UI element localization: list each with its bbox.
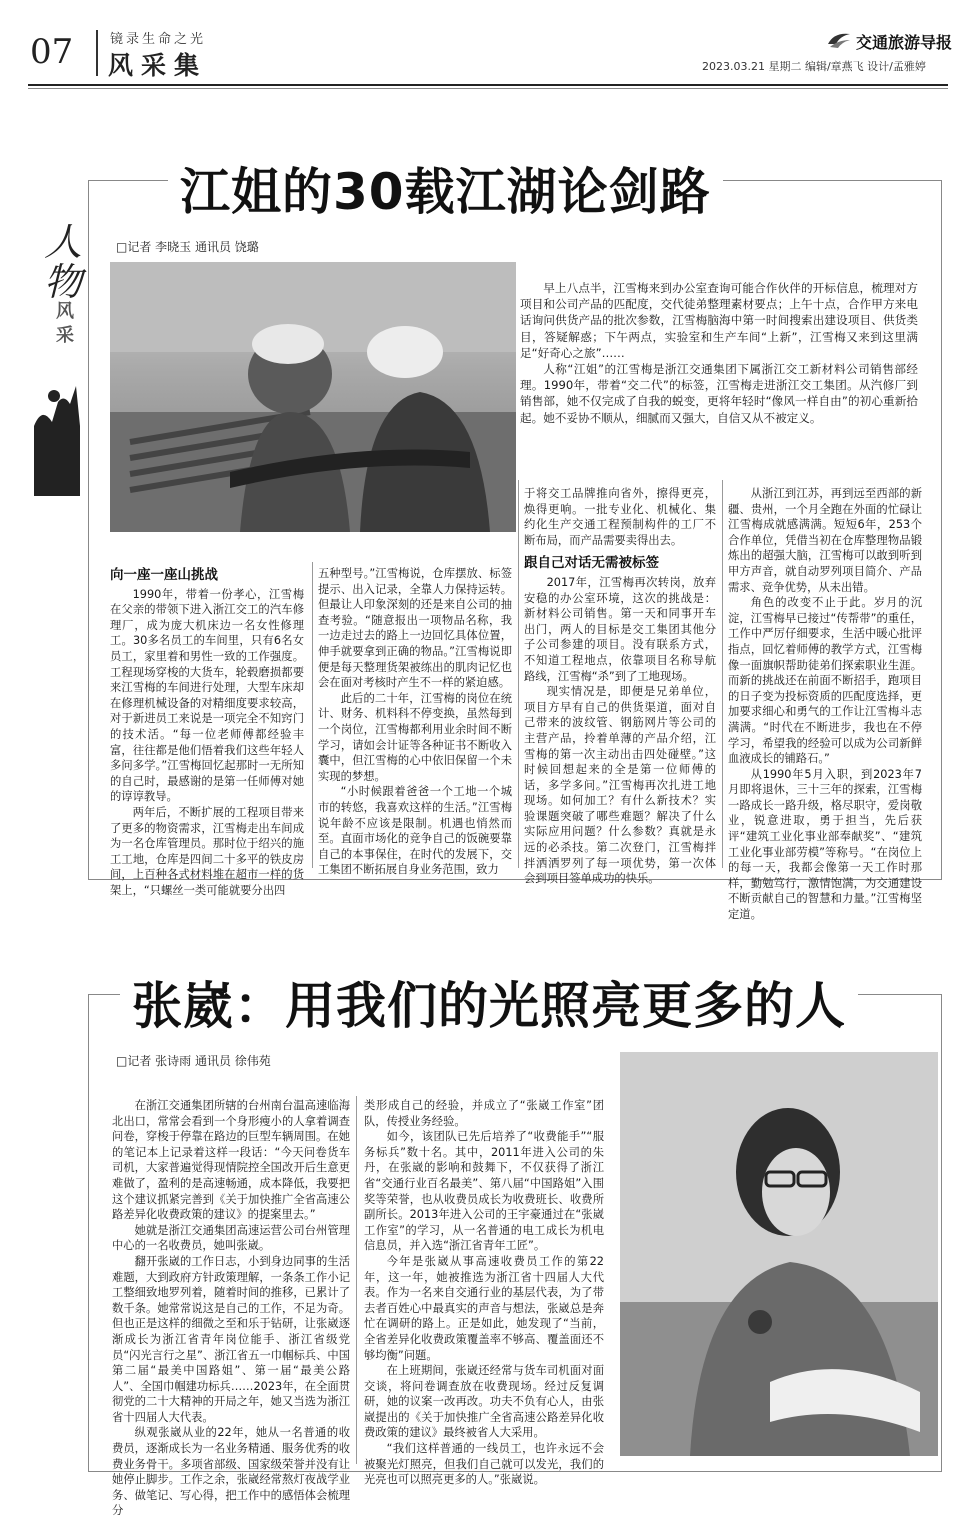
paragraph: 1990年，带着一份孝心，江雪梅在父亲的带领下进入浙江交工的汽车修理厂，成为庞大机床边一名女性修理工。30多名员工的车间里，只有6名女员工，家里着和男性一致的工作强度。工程现场穿梭的大货车，轮毂磨损都要来江雪梅的车间进行处理，大型车床却在修理机械设备的对精细度要求较高，对于新进员工来说是一项完全不知窍门的技术活。“每一位老师傅都经验丰富，往往都是他们悟着我们这些年轻人多问多学。”江雪梅回忆起那时一无所知的自己时，最感谢的是第一任师傅对她的谆谆教导。 <box>110 587 304 804</box>
column-rule <box>518 480 519 868</box>
article2-col1 <box>112 1098 350 1518</box>
paragraph: “小时候跟着爸爸一个工地一个城市的转悠，我喜欢这样的生活。”江雪梅说年龄不应该是限制。机遇也悄然而至。直面市场化的竞争自己的饭碗要靠自己的本事保住，在时代的发展下，交工集团不断拓展自身业务范围，致力 <box>318 785 512 877</box>
column-rule <box>356 1096 357 1464</box>
intro-paragraph: 人称“江姐”的江雪梅是浙江交通集团下属浙江交工新材料公司销售部经理。1990年，带着“交二代”的标签，江雪梅走进浙江交工集团。从汽修厂到销售部，她不仅完成了自我的蜕变，更将年轻时“像风一样自由”的初心重新拾起。她不妥协不顺从，细腻而又强大，自信又从不被定义。 <box>520 362 918 425</box>
header-slogan: 镜录生命之光 <box>110 32 207 47</box>
paragraph: 在上班期间，张崴还经常与货车司机面对面交谈，将问卷调查放在收费现场。经过反复调研，她的议案一改再改。功夫不负有心人，由张崴提出的《关于加快推广全省高速公路差异化收费政策的建议》最终被省人大采用。 <box>364 1364 604 1440</box>
factory-workers-image <box>110 262 516 532</box>
column-rule <box>312 562 313 868</box>
paragraph: 翻开张崴的工作日志，小到身边同事的生活难题，大到政府方针政策理解，一条条工作小记工整细致地罗列着，随着时间的推移，已累计了数千条。她常常说这是自己的工作，不足为奇。但也正是这样的细微之至和乐于钻研，让张崴逐渐成长为浙江省青年岗位能手、浙江省级党员“闪光言行之星”、浙江省五一巾帼标兵、中国第二届“最美中国路姐”、第一届“最美公路人”、全国巾帼建功标兵……2023年，在全面贯彻党的二十大精神的开局之年，她又当选为浙江省十四届人大代表。 <box>112 1254 350 1424</box>
paragraph: 如今，该团队已先后培养了“收费能手”“服务标兵”数十名。其中，2011年进入公司的朱丹，在张崴的影响和鼓舞下，不仅获得了浙江省“交通行业百名最美”、第八届“中国路姐”入围奖等荣誉，也从收费员成长为收费班长、收费所副所长。2013年进入公司的王宇豪通过在“张崴工作室”的学习，从一名普通的电工成长为机电信息员，并入选“浙江省青年工匠”。 <box>364 1130 604 1253</box>
paragraph: 于将交工品牌推向省外，擦得更亮，焕得更响。一批专业化、机械化、集约化生产交通工程预制构件的工厂不断布局，而产品需要卖得出去。 <box>524 487 716 547</box>
article1-byline: □记者 李晓玉 通讯员 饶璐 <box>116 240 259 254</box>
paragraph: 2017年，江雪梅再次转岗，放弃安稳的办公室环境，这次的挑战是：新材料公司销售。第一天和同事开车出门，两人的目标是交工集团其他分子公司参建的项目。没有联系方式，不知道工程地点，依靠项目名称导航路线，江雪梅“杀”到了工地现场。 <box>524 575 716 683</box>
article2-byline: □记者 张诗雨 通讯员 徐伟苑 <box>116 1054 271 1068</box>
article1-col1 <box>110 566 304 897</box>
tag-renwu: 人物 <box>44 220 83 304</box>
newspaper-name: 交通旅游导报 <box>856 33 953 52</box>
paragraph: 纵观张崴从业的22年，她从一名普通的收费员，逐渐成长为一名业务精通、服务优秀的收费业务骨干。多项省部级、国家级荣誉并没有让她停止脚步。工作之余，张崴经常熬灯夜战学业务、做笔记、写心得，把工作中的感悟体会梳理分 <box>112 1426 350 1518</box>
paragraph: 今年是张崴从事高速收费员工作的第22年，这一年，她被推选为浙江省十四届人大代表。作为一名来自交通行业的基层代表，为了带去者百姓心中最真实的声音与想法，张崴总是奔忙在调研的路上。正是如此，她发现了“当前，全省差异化收费政策覆盖率不够高、覆盖面还不够均衡”问题。 <box>364 1254 604 1362</box>
issue-meta: 2023.03.21 星期二 编辑/章燕飞 设计/孟雅婷 <box>702 60 926 73</box>
newspaper-logo-icon <box>826 30 852 50</box>
header-rule <box>28 84 948 86</box>
paragraph: 从浙江到江苏，再到远至西部的新疆、贵州，一个月全跑在外面的忙碌让江雪梅成就感满满。短短6年，253个合作单位，凭借当初在仓库整理物品锻炼出的超强大脑，江雪梅可以敢到听到甲方声音，就自动罗列项目简介、产品需求、竞争优势，从未出错。 <box>728 487 922 594</box>
article1-col2 <box>318 566 512 877</box>
paragraph: 角色的改变不止于此。岁月的沉淀，江雪梅早已接过“传帮带”的重任，工作中严厉仔细要求，生活中暖心批评指点，回忆着师傅的教学方式，江雪梅像一面旗帜帮助徒弟们探索职业生涯。而新的挑战还在前面不断招手，跑项目的日子变为投标资质的匹配度选择，更加要求细心和勇气的工作让江雪梅斗志满满。“时代在不断进步，我也在不停学习，希望我的经验可以成为公司新鲜血液成长的铺路石。” <box>728 596 922 766</box>
paragraph: 从1990年5月入职，到2023年7月即将退休，三十三年的探索，江雪梅一路成长一路升级，格尽职守，爱岗敬业，锐意进取，勇于担当，先后获评“建筑工业化事业部奉献奖”、“建筑工业化事业部劳模”等称号。“在岗位上的每一天，我都会像第一天工作时那样，勤勉笃行，激情饱满，为交通建设不断贡献自己的智慧和力量。”江雪梅坚定道。 <box>728 767 922 922</box>
article1-intro <box>520 280 918 450</box>
article1-col4 <box>728 486 922 922</box>
header-separator <box>96 30 98 76</box>
intro-paragraph: 早上八点半，江雪梅来到办公室查询可能合作伙伴的开标信息，梳理对方项目和公司产品的匹配度，交代徒弟整理素材要点；上午十点，合作甲方来电话询问供货产品的批次参数，江雪梅脑海中第一时间搜索出建设项目、供货类目，答疑解惑；下午两点，实验室和生产车间“上新”，江雪梅又来到这里满足“好奇心之旅”…… <box>520 281 918 360</box>
column-rule <box>722 480 723 868</box>
section-name: 风采集 <box>108 51 208 80</box>
paragraph: 两年后，不断扩展的工程项目带来了更多的物资需求，江雪梅走出车间成为一名仓库管理员。那时位于绍兴的施工工地，仓库是四间二十多平的铁皮房间，上百种各式材料堆在超市一样的货架上，“只螺丝一类可能就要分出四 <box>110 805 304 897</box>
subheading: 向一座一座山挑战 <box>110 567 218 583</box>
paragraph: 在浙江交通集团所辖的台州南台温高速临海北出口，常常会看到一个身形瘦小的人拿着调查问卷，穿梭于停靠在路边的巨型车辆周围。在她的笔记本上记录着这样一段话：“今天问卷货车司机，大家普遍觉得现情院控全国改开后生意更难做了，盈利的是高速畅通，成本降低，我要把这个建议抓紧完善到《关于加快推广全省高速公路差异化收费政策的建议》的提案里去。” <box>112 1099 350 1222</box>
paragraph: 现实情况是，即便是兄弟单位，项目方早有自己的供货渠道，面对自己带来的波纹管、钢筋网片等公司的主营产品，拎着单薄的产品介绍，江雪梅的第一次主动出击四处碰壁。”这时候回想起来的全是第一位师傅的话，多学多问。”江雪梅再次扎进工地现场。如何加工？有什么新技术？实验课题突破了哪些难题？解决了什么实际应用问题？什么参数？真就是永远的必杀技。第二次登门，江雪梅拌拌洒洒罗列了每一项优势，第一次体会到项目签单成功的快乐。 <box>524 685 716 886</box>
article2-photo <box>620 1052 938 1456</box>
page-number: 07 <box>30 32 74 72</box>
article1-title: 江姐的30载江湖论剑路 <box>168 152 723 224</box>
article2-col2 <box>364 1098 604 1487</box>
article1-col3 <box>524 486 716 886</box>
paragraph: 她就是浙江交通集团高速运营公司台州管理中心的一名收费员，她叫张崴。 <box>112 1223 350 1253</box>
header-rule-thin <box>28 88 948 89</box>
article2-title: 张崴：用我们的光照亮更多的人 <box>120 966 858 1038</box>
tag-fengcai: 风采 <box>56 301 74 346</box>
subheading: 跟自己对话无需被标签 <box>524 555 659 572</box>
article1-photo <box>110 262 516 532</box>
toll-collector-image <box>620 1052 938 1456</box>
paragraph: 五种型号。”江雪梅说，仓库摆放、标签提示、出入记录，全靠人力保持运转。但最让人印象深刻的还是来自公司的抽查考验。“随意报出一项物品名称，我一边走过去的路上一边回忆具体位置，伸手就要拿到正确的物品。”江雪梅说即便是每天整理货架被练出的肌肉记忆也会在面对考核时产生不一样的紧迫感。 <box>318 567 512 690</box>
paragraph: 此后的二十年，江雪梅的岗位在统计、财务、机料科不停变换，虽然每到一个岗位，江雪梅都利用业余时间不断学习，请如会计证等各种证书不断收入囊中，但江雪梅的心中依旧保留一个未实现的梦想。 <box>318 691 512 783</box>
paragraph: “我们这样普通的一线员工，也许永远不会被聚光灯照亮，但我们自己就可以发光，我们的光亮也可以照亮更多的人。”张崴说。 <box>364 1442 604 1487</box>
paragraph: 类形成自己的经验，并成立了“张崴工作室”团队，传授业务经验。 <box>364 1099 604 1128</box>
